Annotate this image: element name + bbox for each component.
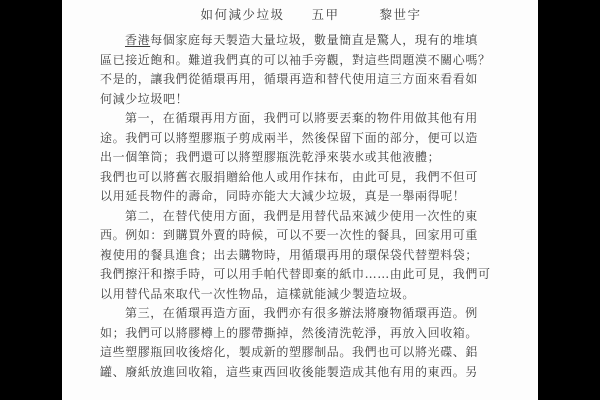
essay-line: 我們擦汗和擦手時，可以用手帕代替即棄的紙巾……由此可見，我們可 xyxy=(100,267,491,281)
essay-line: 罐、廢紙放進回收箱，這些東西回收後能製造成其他有用的東西。另 xyxy=(100,364,479,379)
essay-line: 西。例如：到購買外賣的時候，可以不要一次性的餐具，回家用可重 xyxy=(100,228,479,242)
essay-line xyxy=(100,31,498,51)
essay-line: 何減少垃圾吧！ xyxy=(100,91,189,106)
essay-line: 以用替代品來取代一次性物品，這樣就能減少製造垃圾。 xyxy=(100,286,416,301)
essay-line: 出一個筆筒；我們還可以將塑膠瓶洗乾淨來裝水或其他液體； xyxy=(100,150,441,164)
essay-line: 第三，在循環再造方面，我們亦有很多辦法將廢物循環再造。例 xyxy=(125,306,478,320)
essay-line: 區已接近飽和。難道我們真的可以袖手旁觀，對這些問題漠不關心嗎？ xyxy=(100,52,491,67)
essay-title: 如何減少垃圾 xyxy=(200,7,285,22)
essay-line: 以用延長物件的壽命，同時亦能大大減少垃圾，真是一舉兩得呢！ xyxy=(100,189,466,203)
document-page xyxy=(62,0,538,400)
essay-heading xyxy=(62,0,538,23)
essay-line: 複使用的餐具進食；出去購物時，用循環再用的環保袋代替塑料袋； xyxy=(100,247,479,262)
essay-body xyxy=(62,23,538,382)
underlined-proper-noun: 香港 xyxy=(125,33,151,47)
essay-line: 這些塑膠瓶回收後熔化，製成新的塑膠制品。我們也可以將光碟、鋁 xyxy=(100,345,479,359)
essay-line-text: 每個家庭每天製造大量垃圾，數量簡直是驚人，現有的堆填 xyxy=(150,33,478,47)
essay-line: 如；我們可以將膠樽上的膠帶撕掉，然後清洗乾淨，再放入回收箱。 xyxy=(100,325,479,340)
essay-line: 不是的，讓我們從循環再用，循環再造和替代使用這三方面來看看如 xyxy=(100,72,479,86)
essay-line: 第二，在替代使用方面，我們是用替代品來減少使用一次性的東 xyxy=(125,208,478,223)
essay-line: 途。我們可以將塑膠瓶子剪成兩半，然後保留下面的部分，便可以造 xyxy=(100,130,479,145)
essay-line: 第一，在循環再用方面，我們可以將要丟棄的物件用做其他有用 xyxy=(125,111,478,125)
essay-line: 我們也可以將舊衣服捐贈給他人或用作抹布，由此可見，我們不但可 xyxy=(100,169,479,184)
essay-class-name: 五甲 xyxy=(311,7,340,22)
essay-author-name: 黎世宇 xyxy=(379,7,422,22)
